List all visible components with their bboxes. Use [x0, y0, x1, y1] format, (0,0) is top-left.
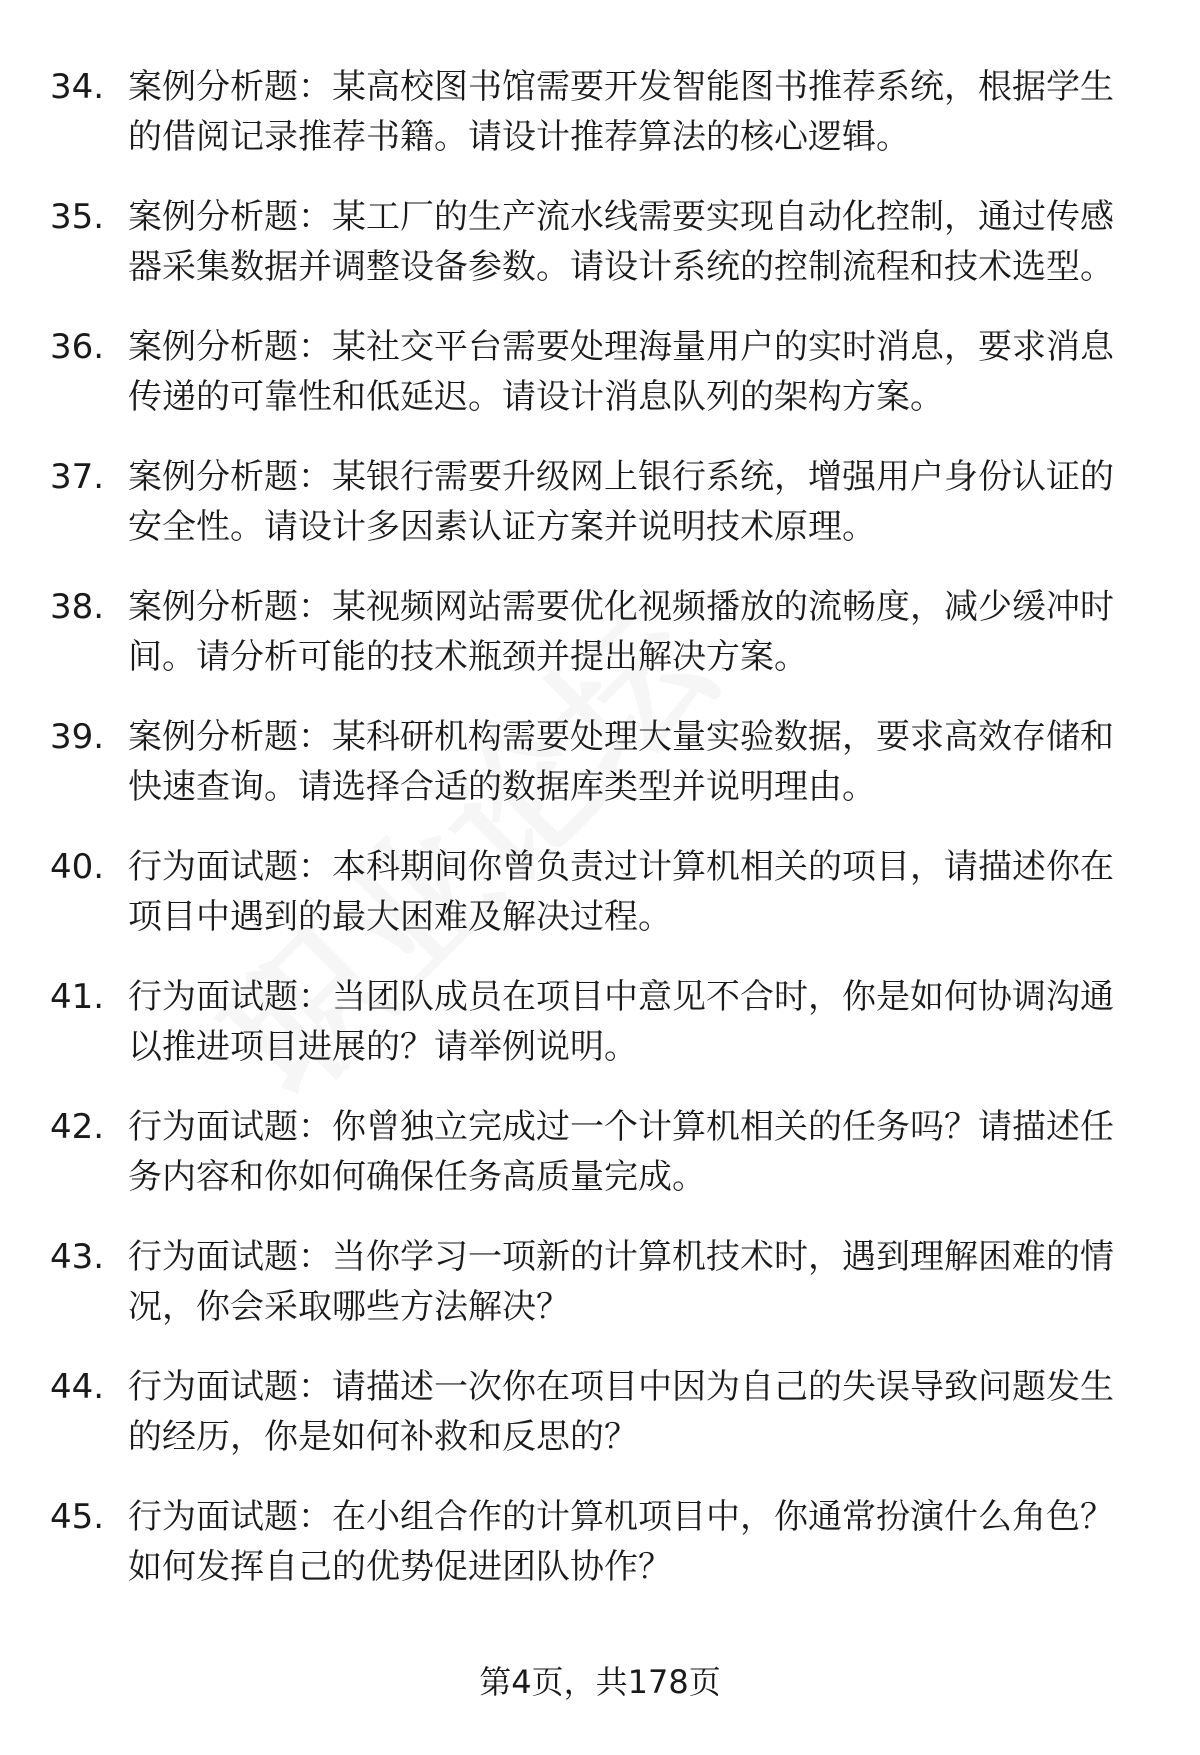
question-item: [0, 972, 1200, 1072]
question-text: 案例分析题：某工厂的生产流水线需要实现自动化控制，通过传感器采集数据并调整设备参数。请设计系统的控制流程和技术选型。: [128, 197, 1114, 287]
question-list: [0, 62, 1200, 1622]
question-item: [0, 322, 1200, 422]
question-number: 34.: [50, 67, 105, 107]
question-number: 43.: [50, 1237, 105, 1277]
question-number: 39.: [50, 717, 105, 757]
question-number: 35.: [50, 197, 105, 237]
question-item: [0, 1102, 1200, 1202]
question-text: 案例分析题：某高校图书馆需要开发智能图书推荐系统，根据学生的借阅记录推荐书籍。请设计推荐算法的核心逻辑。: [128, 67, 1114, 157]
question-text: 行为面试题：请描述一次你在项目中因为自己的失误导致问题发生的经历，你是如何补救和反思的？: [128, 1367, 1114, 1457]
question-number: 37.: [50, 457, 105, 497]
page-footer: 第4页，共178页: [479, 1663, 721, 1701]
question-item: [0, 712, 1200, 812]
question-number: 45.: [50, 1497, 105, 1537]
question-item: [0, 1232, 1200, 1332]
question-number: 38.: [50, 587, 105, 627]
question-number: 41.: [50, 977, 105, 1017]
question-number: 40.: [50, 847, 105, 887]
question-text: 行为面试题：你曾独立完成过一个计算机相关的任务吗？请描述任务内容和你如何确保任务高质量完成。: [128, 1107, 1114, 1197]
question-item: [0, 1492, 1200, 1592]
question-item: [0, 62, 1200, 162]
question-item: [0, 1362, 1200, 1462]
question-item: [0, 582, 1200, 682]
question-text: 案例分析题：某科研机构需要处理大量实验数据，要求高效存储和快速查询。请选择合适的数据库类型并说明理由。: [128, 717, 1114, 807]
question-text: 行为面试题：在小组合作的计算机项目中，你通常扮演什么角色？如何发挥自己的优势促进团队协作？: [128, 1497, 1114, 1587]
question-text: 行为面试题：当你学习一项新的计算机技术时，遇到理解困难的情况，你会采取哪些方法解决？: [128, 1237, 1114, 1327]
question-number: 42.: [50, 1107, 105, 1147]
question-text: 案例分析题：某视频网站需要优化视频播放的流畅度，减少缓冲时间。请分析可能的技术瓶颈并提出解决方案。: [128, 587, 1114, 677]
question-item: [0, 192, 1200, 292]
question-number: 36.: [50, 327, 105, 367]
question-text: 案例分析题：某银行需要升级网上银行系统，增强用户身份认证的安全性。请设计多因素认证方案并说明技术原理。: [128, 457, 1114, 547]
question-text: 案例分析题：某社交平台需要处理海量用户的实时消息，要求消息传递的可靠性和低延迟。请设计消息队列的架构方案。: [128, 327, 1114, 417]
question-item: [0, 842, 1200, 942]
question-item: [0, 452, 1200, 552]
question-text: 行为面试题：本科期间你曾负责过计算机相关的项目，请描述你在项目中遇到的最大困难及解决过程。: [128, 847, 1114, 937]
question-number: 44.: [50, 1367, 105, 1407]
question-text: 行为面试题：当团队成员在项目中意见不合时，你是如何协调沟通以推进项目进展的？请举例说明。: [128, 977, 1114, 1067]
